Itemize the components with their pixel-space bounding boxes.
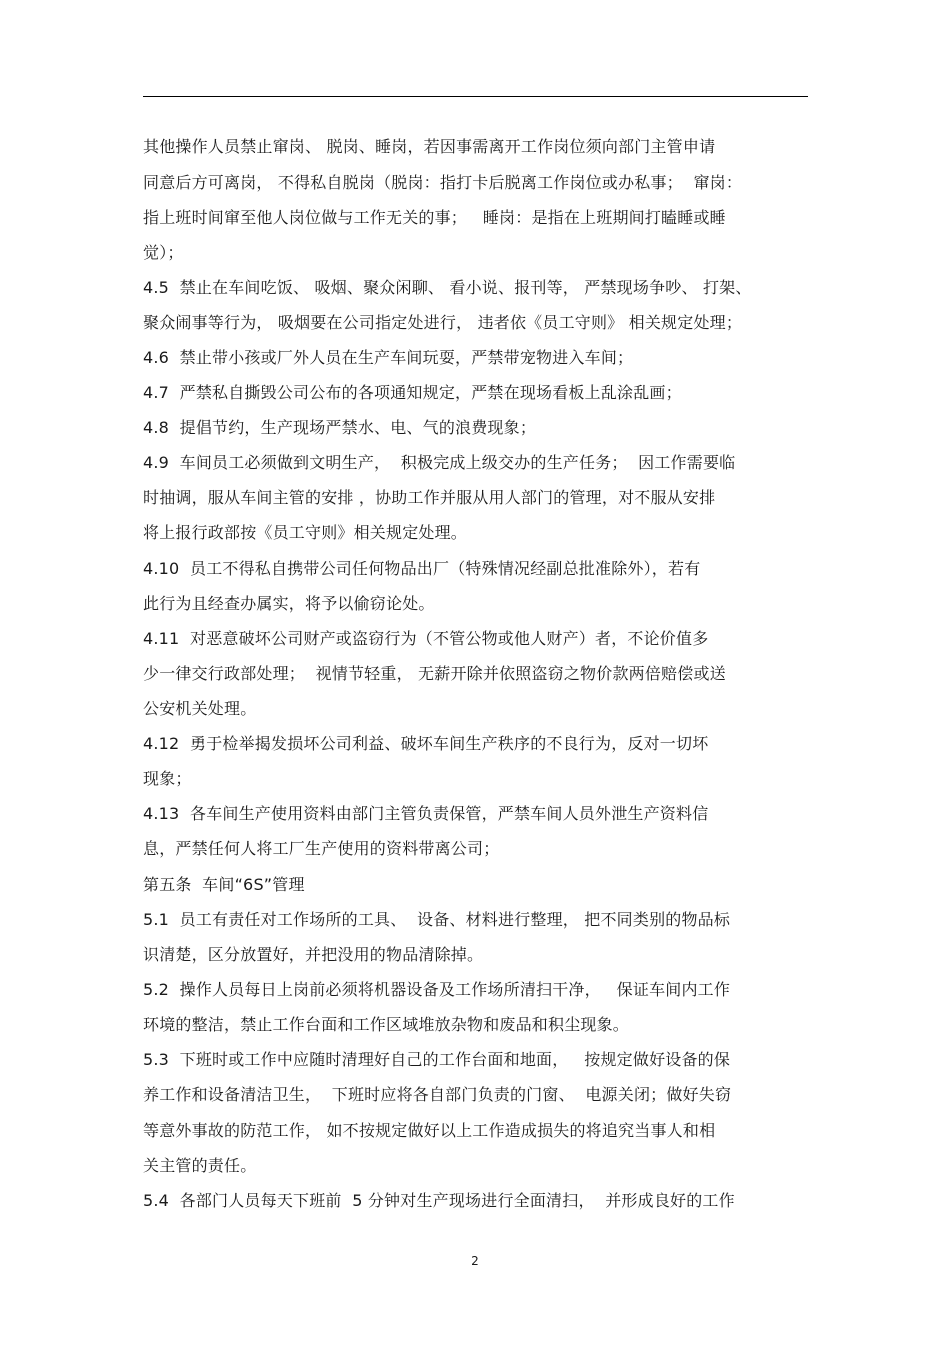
text-line: 4.6 禁止带小孩或厂外人员在生产车间玩耍，严禁带宠物进入车间； bbox=[143, 348, 634, 367]
text-line: 5.2 操作人员每日上岗前必须将机器设备及工作场所清扫干净， 保证车间内工作 bbox=[143, 980, 731, 999]
text-line: 等意外事故的防范工作， 如不按规定做好以上工作造成损失的将追究当事人和相 bbox=[143, 1121, 716, 1140]
section-heading: 第五条 车间“6S”管理 bbox=[143, 875, 305, 894]
text-line: 觉）； bbox=[143, 243, 184, 262]
text-line: 4.7 严禁私自撕毁公司公布的各项通知规定，严禁在现场看板上乱涂乱画； bbox=[143, 383, 682, 402]
text-line: 4.11 对恶意破坏公司财产或盗窃行为（不管公物或他人财产）者，不论价值多 bbox=[143, 629, 709, 648]
text-line: 4.8 提倡节约，生产现场严禁水、电、气的浪费现象； bbox=[143, 418, 537, 437]
text-line: 关主管的责任。 bbox=[143, 1156, 257, 1175]
text-line: 少一律交行政部处理； 视情节轻重， 无薪开除并依照盗窃之物价款两倍赔偿或送 bbox=[143, 664, 726, 683]
text-line: 4.13 各车间生产使用资料由部门主管负责保管，严禁车间人员外泄生产资料信 bbox=[143, 804, 709, 823]
text-line: 5.4 各部门人员每天下班前 5 分钟对生产现场进行全面清扫， 并形成良好的工作 bbox=[143, 1191, 735, 1210]
text-line: 息，严禁任何人将工厂生产使用的资料带离公司； bbox=[143, 839, 500, 858]
text-line: 公安机关处理。 bbox=[143, 699, 257, 718]
text-line: 现象； bbox=[143, 769, 192, 788]
text-line: 指上班时间窜至他人岗位做与工作无关的事； 睡岗：是指在上班期间打瞌睡或睡 bbox=[143, 208, 726, 227]
text-line: 4.5 禁止在车间吃饭、 吸烟、聚众闲聊、 看小说、报刊等， 严禁现场争吵、 打架、 bbox=[143, 278, 752, 297]
text-line: 此行为且经查办属实，将予以偷窃论处。 bbox=[143, 594, 435, 613]
text-line: 养工作和设备清洁卫生， 下班时应将各自部门负责的门窗、 电源关闭；做好失窃 bbox=[143, 1085, 732, 1104]
text-line: 环境的整洁，禁止工作台面和工作区域堆放杂物和废品和积尘现象。 bbox=[143, 1015, 630, 1034]
text-line: 4.9 车间员工必须做到文明生产， 积极完成上级交办的生产任务； 因工作需要临 bbox=[143, 453, 736, 472]
text-line: 5.1 员工有责任对工作场所的工具、 设备、材料进行整理， 把不同类别的物品标 bbox=[143, 910, 731, 929]
text-line: 识清楚，区分放置好，并把没用的物品清除掉。 bbox=[143, 945, 484, 964]
text-line: 4.10 员工不得私自携带公司任何物品出厂（特殊情况经副总批准除外），若有 bbox=[143, 559, 701, 578]
text-line: 其他操作人员禁止窜岗、 脱岗、睡岗，若因事需离开工作岗位须向部门主管申请 bbox=[143, 137, 716, 156]
text-line: 聚众闹事等行为， 吸烟要在公司指定处进行， 违者依《员工守则》 相关规定处理； bbox=[143, 313, 743, 332]
text-line: 5.3 下班时或工作中应随时清理好自己的工作台面和地面， 按规定做好设备的保 bbox=[143, 1050, 731, 1069]
header-rule bbox=[143, 96, 808, 97]
text-line: 时抽调，服从车间主管的安排 ，协助工作并服从用人部门的管理，对不服从安排 bbox=[143, 488, 716, 507]
page-number: 2 bbox=[471, 1254, 479, 1268]
text-line: 4.12 勇于检举揭发损坏公司利益、破坏车间生产秩序的不良行为，反对一切坏 bbox=[143, 734, 709, 753]
text-line: 将上报行政部按《员工守则》相关规定处理。 bbox=[143, 523, 468, 542]
text-line: 同意后方可离岗， 不得私自脱岗（脱岗：指打卡后脱离工作岗位或办私事； 窜岗： bbox=[143, 173, 743, 192]
